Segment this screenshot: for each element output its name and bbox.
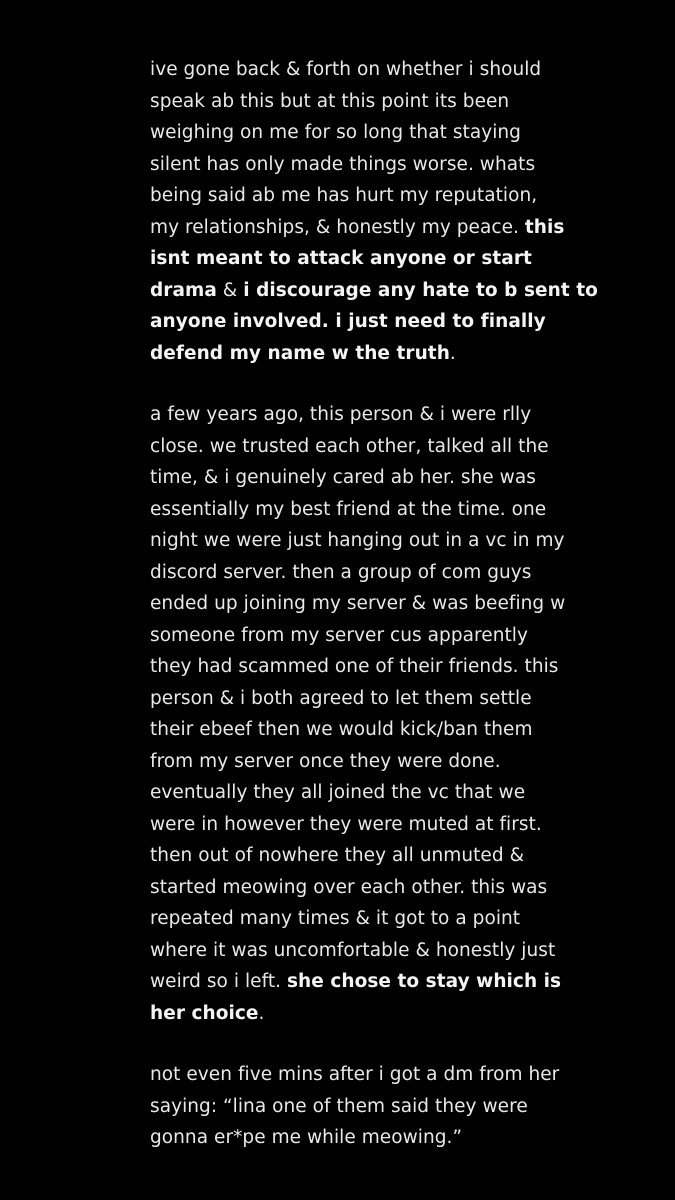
text-line (150, 306, 670, 338)
text-segment: a few years ago, this person & i were rlly (150, 404, 532, 425)
text-segment: night we were just hanging out in a vc in my (150, 530, 565, 551)
text-line (150, 1059, 670, 1091)
text-line (150, 683, 670, 715)
text-segment: started meowing over each other. this was (150, 876, 548, 898)
text-line (150, 1122, 670, 1154)
bold-text-segment: this (524, 216, 565, 238)
text-line (150, 746, 670, 778)
text-line (150, 588, 670, 620)
text-segment: time, & i genuinely cared ab her. she was (150, 467, 536, 488)
text-line (150, 149, 670, 181)
paragraph (150, 54, 670, 369)
text-segment: my relationships, & honestly my peace. (150, 216, 525, 238)
text-line (150, 180, 670, 212)
text-segment: speak ab this but at this point its been (150, 90, 510, 112)
text-line (150, 651, 670, 683)
text-segment: then out of nowhere they all unmuted & (150, 845, 525, 866)
text-segment: were in however they were muted at first. (150, 813, 542, 835)
text-segment: someone from my server cus apparently (150, 624, 528, 646)
note-text-body (150, 54, 670, 1184)
text-segment: close. we trusted each other, talked all the (150, 435, 549, 457)
bold-text-segment: defend my name w the truth (150, 342, 450, 364)
text-segment: silent has only made things worse. whats (150, 153, 536, 175)
text-segment: their ebeef then we would kick/ban them (150, 719, 533, 740)
text-line (150, 935, 670, 967)
text-segment: repeated many times & it got to a point (150, 908, 521, 929)
text-segment: weighing on me for so long that staying (150, 122, 521, 143)
text-line (150, 557, 670, 589)
text-segment: weird so i left. (150, 971, 287, 992)
text-segment: discord server. then a group of com guys (150, 561, 532, 583)
text-segment: & (216, 279, 244, 301)
bold-text-segment: drama (150, 279, 217, 301)
text-line (150, 525, 670, 557)
bold-text-segment: her choice (150, 1002, 259, 1024)
text-segment: gonna er*pe me while meowing.” (150, 1127, 463, 1148)
text-line (150, 840, 670, 872)
text-segment: ended up joining my server & was beefing w (150, 593, 566, 614)
text-segment: where it was uncomfortable & honestly just (150, 939, 556, 961)
bold-text-segment: she chose to stay which is (287, 971, 562, 992)
text-segment: not even five mins after i got a dm from her (150, 1064, 560, 1085)
text-segment: eventually they all joined the vc that we (150, 782, 526, 803)
bold-text-segment: i discourage any hate to b sent to (243, 279, 598, 301)
text-segment: being said ab me has hurt my reputation, (150, 185, 538, 206)
text-segment: . (449, 342, 456, 364)
paragraph (150, 399, 670, 1029)
bold-text-segment: anyone involved. i just need to finally (150, 311, 546, 332)
text-segment: they had scammed one of their friends. this (150, 656, 559, 677)
text-line (150, 275, 670, 307)
text-segment: from my server once they were done. (150, 750, 501, 772)
text-line (150, 212, 670, 244)
text-line (150, 714, 670, 746)
text-segment: essentially my best friend at the time. one (150, 498, 547, 520)
text-segment: . (258, 1002, 265, 1024)
text-line (150, 54, 670, 86)
text-line (150, 399, 670, 431)
paragraph (150, 1059, 670, 1154)
text-line (150, 243, 670, 275)
text-line (150, 86, 670, 118)
text-line (150, 117, 670, 149)
text-line (150, 998, 670, 1030)
text-line (150, 809, 670, 841)
text-line (150, 1091, 670, 1123)
text-line (150, 872, 670, 904)
text-line (150, 338, 670, 370)
text-segment: ive gone back & forth on whether i should (150, 59, 542, 80)
bold-text-segment: isnt meant to attack anyone or start (150, 248, 532, 269)
text-line (150, 777, 670, 809)
text-line (150, 494, 670, 526)
text-segment: person & i both agreed to let them settle (150, 687, 532, 709)
text-line (150, 620, 670, 652)
text-line (150, 903, 670, 935)
text-segment: saying: “lina one of them said they were (150, 1095, 528, 1117)
text-line (150, 431, 670, 463)
text-line (150, 966, 670, 998)
text-line (150, 462, 670, 494)
